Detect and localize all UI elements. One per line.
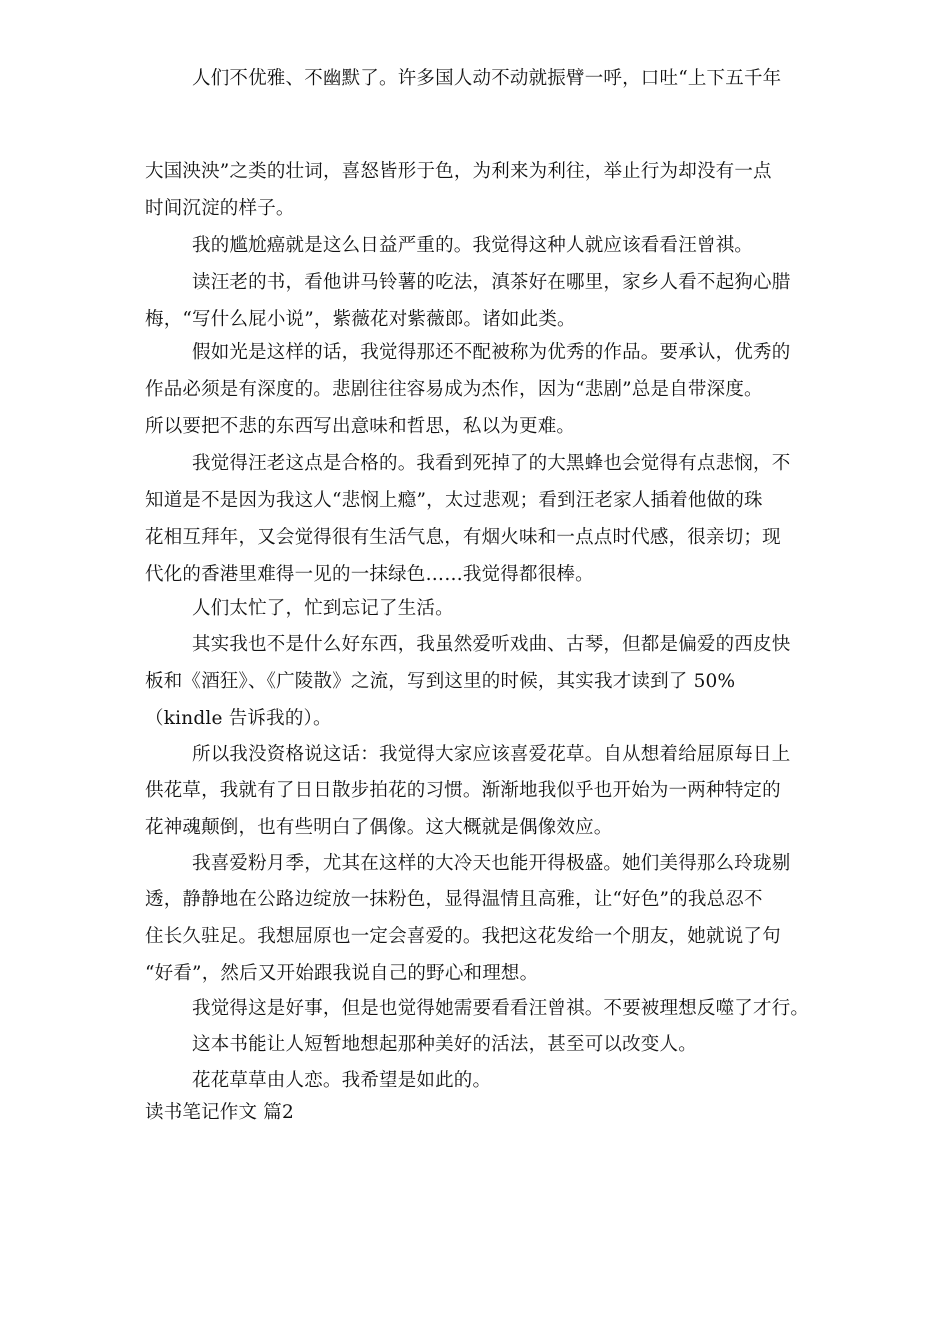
paragraph-7-line-1: 其实我也不是什么好东西，我虽然爱听戏曲、古琴，但都是偏爱的西皮快 [192, 634, 791, 655]
paragraph-9-line-3: 住长久驻足。我想屈原也一定会喜爱的。我把这花发给一个朋友，她就说了句 [145, 926, 781, 947]
paragraph-10-line-1: 我觉得这是好事，但是也觉得她需要看看汪曾祺。不要被理想反噬了才行。 [192, 998, 810, 1019]
paragraph-2-line-1: 我的尴尬癌就是这么日益严重的。我觉得这种人就应该看看汪曾祺。 [192, 235, 754, 256]
paragraph-4-line-1: 假如光是这样的话，我觉得那还不配被称为优秀的作品。要承认，优秀的 [192, 342, 791, 363]
paragraph-3-line-1: 读汪老的书，看他讲马铃薯的吃法，滇茶好在哪里，家乡人看不起狗心腊 [192, 272, 791, 293]
paragraph-5-line-4: 代化的香港里难得一见的一抹绿色……我觉得都很棒。 [145, 564, 594, 585]
paragraph-8-line-2: 供花草，我就有了日日散步拍花的习惯。渐渐地我似乎也开始为一两种特定的 [145, 780, 781, 801]
paragraph-4-line-3: 所以要把不悲的东西写出意味和哲思，私以为更难。 [145, 416, 576, 437]
paragraph-5-line-3: 花相互拜年，又会觉得很有生活气息，有烟火味和一点点时代感，很亲切；现 [145, 527, 781, 548]
paragraph-6-line-1: 人们太忙了，忙到忘记了生活。 [192, 598, 454, 619]
paragraph-9-line-1: 我喜爱粉月季，尤其在这样的大冷天也能开得极盛。她们美得那么玲珑剔 [192, 853, 791, 874]
paragraph-7-line-2: 板和《酒狂》、《广陵散》之流，写到这里的时候，其实我才读到了 50% [145, 671, 736, 692]
paragraph-1-line-2: 大国泱泱”之类的壮词，喜怒皆形于色，为利来为利往，举止行为却没有一点 [145, 161, 772, 182]
paragraph-11-line-1: 这本书能让人短暂地想起那种美好的活法，甚至可以改变人。 [192, 1034, 697, 1055]
paragraph-3-line-2: 梅，“写什么屁小说”，紫薇花对紫薇郎。诸如此类。 [145, 309, 576, 330]
paragraph-4-line-2: 作品必须是有深度的。悲剧往往容易成为杰作，因为“悲剧”总是自带深度。 [145, 379, 763, 400]
paragraph-5-line-1: 我觉得汪老这点是合格的。我看到死掉了的大黑蜂也会觉得有点悲悯，不 [192, 453, 791, 474]
paragraph-9-line-4: “好看”，然后又开始跟我说自己的野心和理想。 [145, 963, 539, 984]
paragraph-7-line-3: （kindle 告诉我的）。 [145, 708, 332, 729]
paragraph-8-line-1: 所以我没资格说这话：我觉得大家应该喜爱花草。自从想着给屈原每日上 [192, 744, 791, 765]
section-heading: 读书笔记作文 篇2 [145, 1102, 294, 1123]
paragraph-8-line-3: 花神魂颠倒，也有些明白了偶像。这大概就是偶像效应。 [145, 817, 613, 838]
paragraph-5-line-2: 知道是不是因为我这人“悲悯上瘾”，太过悲观；看到汪老家人插着他做的珠 [145, 490, 763, 511]
paragraph-1-line-1: 人们不优雅、不幽默了。许多国人动不动就振臂一呼，口吐“上下五千年 [192, 68, 782, 89]
paragraph-1-line-3: 时间沉淀的样子。 [145, 198, 295, 219]
paragraph-12-line-1: 花花草草由人恋。我希望是如此的。 [192, 1070, 492, 1091]
paragraph-9-line-2: 透，静静地在公路边绽放一抹粉色，显得温情且高雅，让“好色”的我总忍不 [145, 889, 763, 910]
